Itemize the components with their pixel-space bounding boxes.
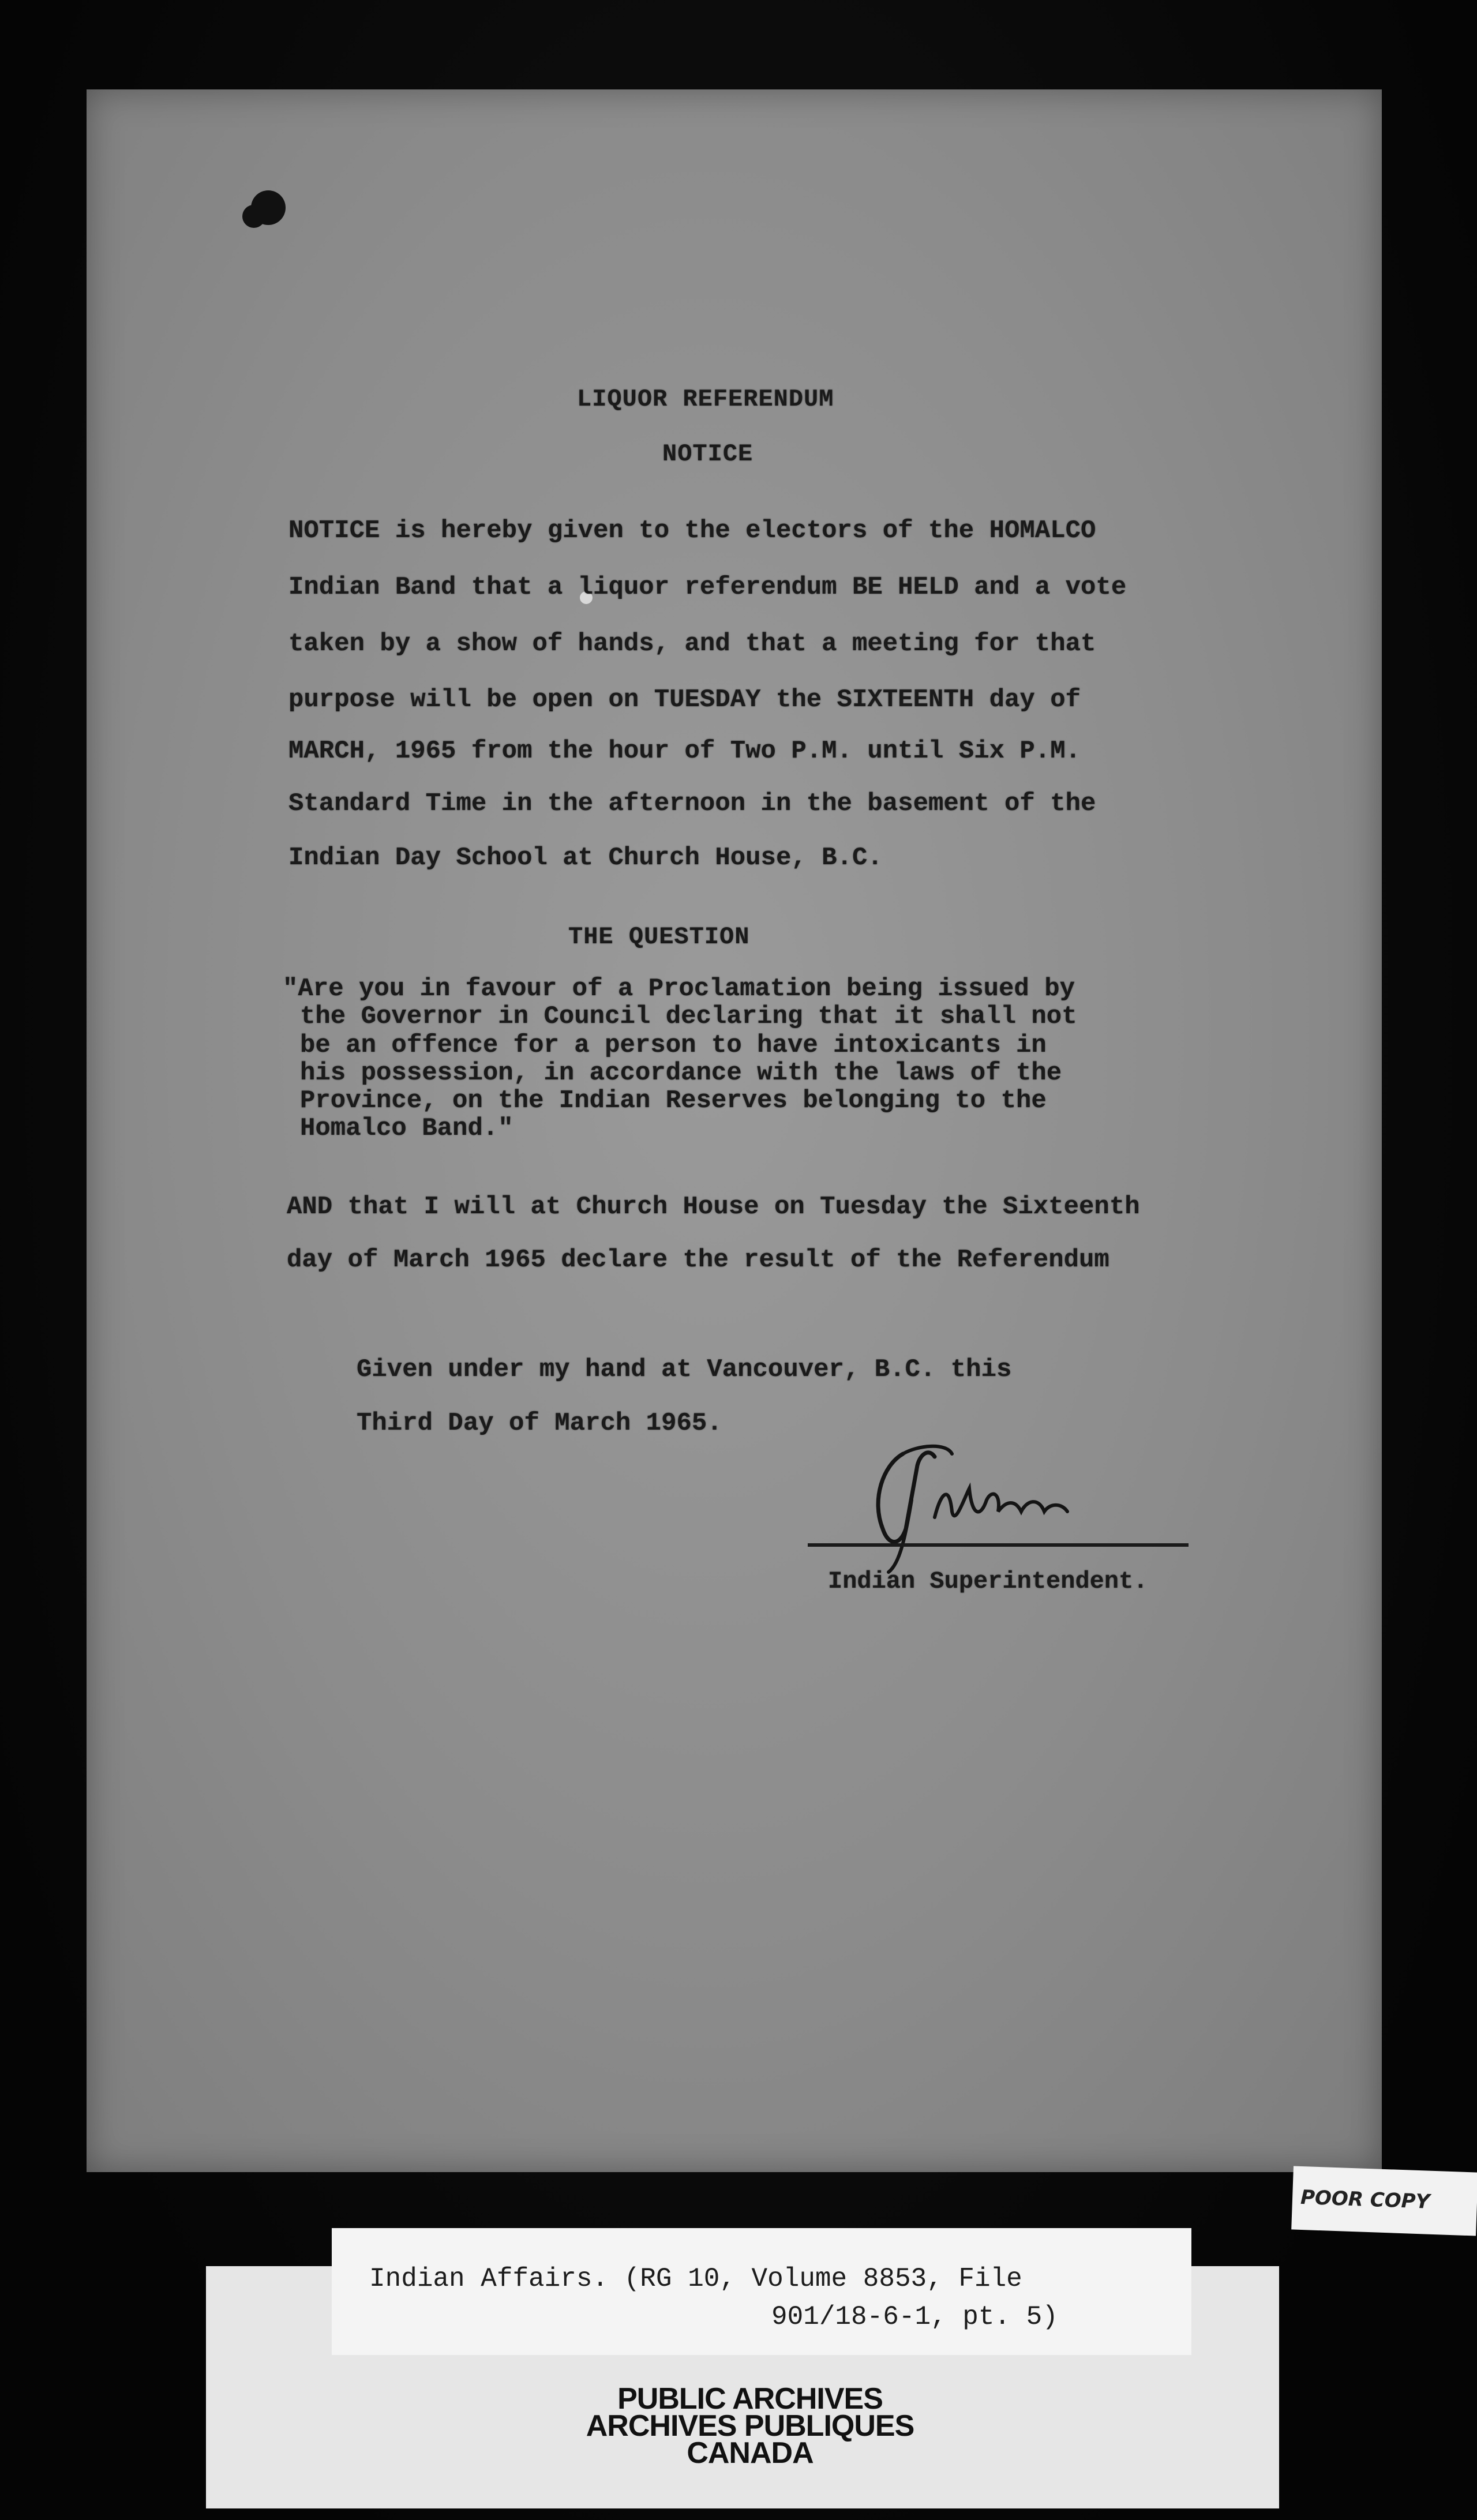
- question-line: his possession, in accordance with the laws of the: [300, 1059, 1062, 1088]
- notice-line: Indian Day School at Church House, B.C.: [288, 843, 883, 872]
- poor-copy-note: [1291, 2166, 1477, 2236]
- notice-line: Standard Time in the afternoon in the basement of the: [288, 789, 1096, 818]
- question-line: the Governor in Council declaring that it shall not: [300, 1002, 1077, 1031]
- question-line: "Are you in favour of a Proclamation being issued by: [283, 974, 1075, 1003]
- archive-country: CANADA: [687, 2436, 814, 2470]
- declaration-line: AND that I will at Church House on Tuesday the Sixteenth: [287, 1192, 1140, 1221]
- notice-line: purpose will be open on TUESDAY the SIXTEENTH day of: [288, 685, 1081, 714]
- citation-line-1: Indian Affairs. (RG 10, Volume 8853, File: [369, 2264, 1022, 2294]
- notice-line: MARCH, 1965 from the hour of Two P.M. until Six P.M.: [288, 737, 1081, 766]
- question-heading: THE QUESTION: [568, 923, 750, 951]
- notice-line: NOTICE is hereby given to the electors of the HOMALCO: [288, 516, 1096, 545]
- handwritten-signature: [848, 1431, 1114, 1575]
- ink-blot: [242, 205, 265, 228]
- signature-rule: [808, 1543, 1189, 1547]
- citation-line-2: 901/18-6-1, pt. 5): [771, 2302, 1058, 2332]
- question-line: Province, on the Indian Reserves belonging to the: [300, 1086, 1047, 1115]
- given-line: Third Day of March 1965.: [357, 1409, 722, 1438]
- archive-name-english: PUBLIC ARCHIVES: [617, 2382, 883, 2416]
- signer-title: Indian Superintendent.: [828, 1567, 1148, 1595]
- heading-liquor-referendum: LIQUOR REFERENDUM: [577, 385, 834, 413]
- archive-name-french: ARCHIVES PUBLIQUES: [586, 2409, 914, 2443]
- given-line: Given under my hand at Vancouver, B.C. this: [357, 1355, 1012, 1384]
- question-line: be an offence for a person to have intoxicants in: [300, 1031, 1047, 1060]
- declaration-line: day of March 1965 declare the result of the Referendum: [287, 1246, 1109, 1274]
- notice-line: Indian Band that a liquor referendum BE HELD and a vote: [288, 573, 1127, 602]
- question-line: Homalco Band.": [300, 1114, 513, 1143]
- heading-notice: NOTICE: [662, 440, 754, 468]
- poor-copy-text: POOR COPY: [1300, 2185, 1430, 2214]
- notice-line: taken by a show of hands, and that a meeting for that: [288, 629, 1096, 658]
